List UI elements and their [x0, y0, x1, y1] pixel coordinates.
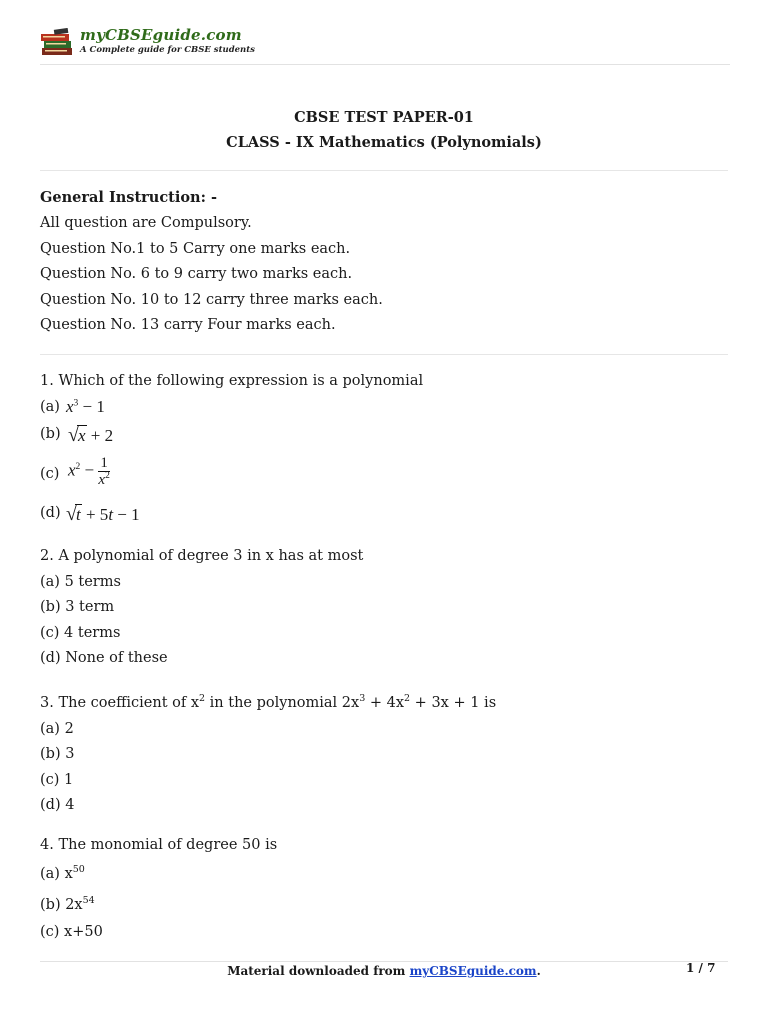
instruction-line: All question are Compulsory. — [40, 215, 252, 231]
exponent: 2 — [75, 461, 81, 472]
option-item: (a) 5 terms — [40, 574, 121, 590]
fraction — [98, 455, 110, 488]
option-item: (a) $x^{50}$ — [40, 864, 85, 882]
denominator: $x^2$ — [98, 471, 110, 488]
paper-subtitle: CLASS - IX Mathematics (Polynomials) — [226, 134, 542, 151]
radical-sign-icon: √ — [68, 424, 79, 446]
numerator: 1 — [100, 455, 108, 471]
logo-tagline: A Complete guide for CBSE students — [80, 45, 255, 55]
divider — [40, 170, 728, 171]
q1-option-c-expression — [68, 455, 110, 488]
option-item: (c) 4 terms — [40, 625, 121, 641]
expression-rest: − 1 — [78, 397, 105, 416]
q1-option-a-expression — [66, 397, 105, 417]
option-label: (d) — [40, 505, 61, 521]
expression-rest: + 2 — [86, 426, 114, 445]
page-number: 1 / 7 — [686, 961, 716, 975]
radicand: x — [77, 426, 86, 445]
instruction-line: Question No. 6 to 9 carry two marks each. — [40, 266, 353, 282]
variable: x — [68, 460, 76, 480]
page-footer: Material downloaded from myCBSEguide.com. — [227, 964, 541, 978]
paper-title: CBSE TEST PAPER-01 — [294, 109, 474, 126]
instructions-heading: General Instruction: - — [40, 189, 218, 206]
option-item: (b) 3 — [40, 746, 75, 762]
footer-link[interactable]: myCBSEguide.com — [409, 964, 537, 978]
instruction-line: Question No. 10 to 12 carry three marks each. — [40, 292, 383, 308]
instruction-line: Question No. 13 carry Four marks each. — [40, 317, 336, 333]
variable: t — [108, 505, 114, 524]
q1-option-d-expression — [66, 503, 140, 526]
option-label: (b) — [40, 426, 61, 442]
option-item: (c) x+50 — [40, 924, 103, 940]
exponent: 3 — [73, 398, 79, 409]
option-item: (d) 4 — [40, 797, 75, 813]
radicand: t — [75, 505, 81, 524]
option-item: (d) None of these — [40, 650, 168, 666]
divider — [40, 354, 728, 355]
radical-sign-icon: √ — [66, 503, 77, 525]
footer-divider — [40, 961, 728, 962]
option-item: (b) 3 term — [40, 599, 115, 615]
square-root — [66, 503, 82, 526]
option-item: (a) 2 — [40, 721, 74, 737]
footer-text: Material downloaded from — [227, 964, 410, 978]
books-logo-icon — [40, 28, 76, 58]
expression-rest: − 1 — [113, 505, 140, 524]
option-item: (c) 1 — [40, 772, 74, 788]
instruction-line: Question No.1 to 5 Carry one marks each. — [40, 241, 351, 257]
question-1-text: 1. Which of the following expression is a polynomial — [40, 373, 424, 389]
q1-option-b-expression — [68, 424, 113, 447]
question-4-text: 4. The monomial of degree 50 is — [40, 837, 278, 853]
minus-sign: − — [80, 460, 99, 480]
option-item: (b) $2x^{54}$ — [40, 895, 95, 913]
question-2-text: 2. A polynomial of degree 3 in x has at most — [40, 548, 364, 564]
page-header — [40, 26, 730, 65]
variable: x — [66, 397, 74, 416]
square-root — [68, 424, 87, 447]
logo-title: myCBSEguide.com — [80, 26, 242, 44]
option-label: (c) — [40, 466, 60, 482]
option-label: (a) — [40, 399, 60, 415]
question-3-text: 3. The coefficient of $x^2$ in the polynomial $2x^3 + 4x^2 + 3x + 1$ is — [40, 693, 497, 711]
expression-rest: + 5 — [81, 505, 109, 524]
